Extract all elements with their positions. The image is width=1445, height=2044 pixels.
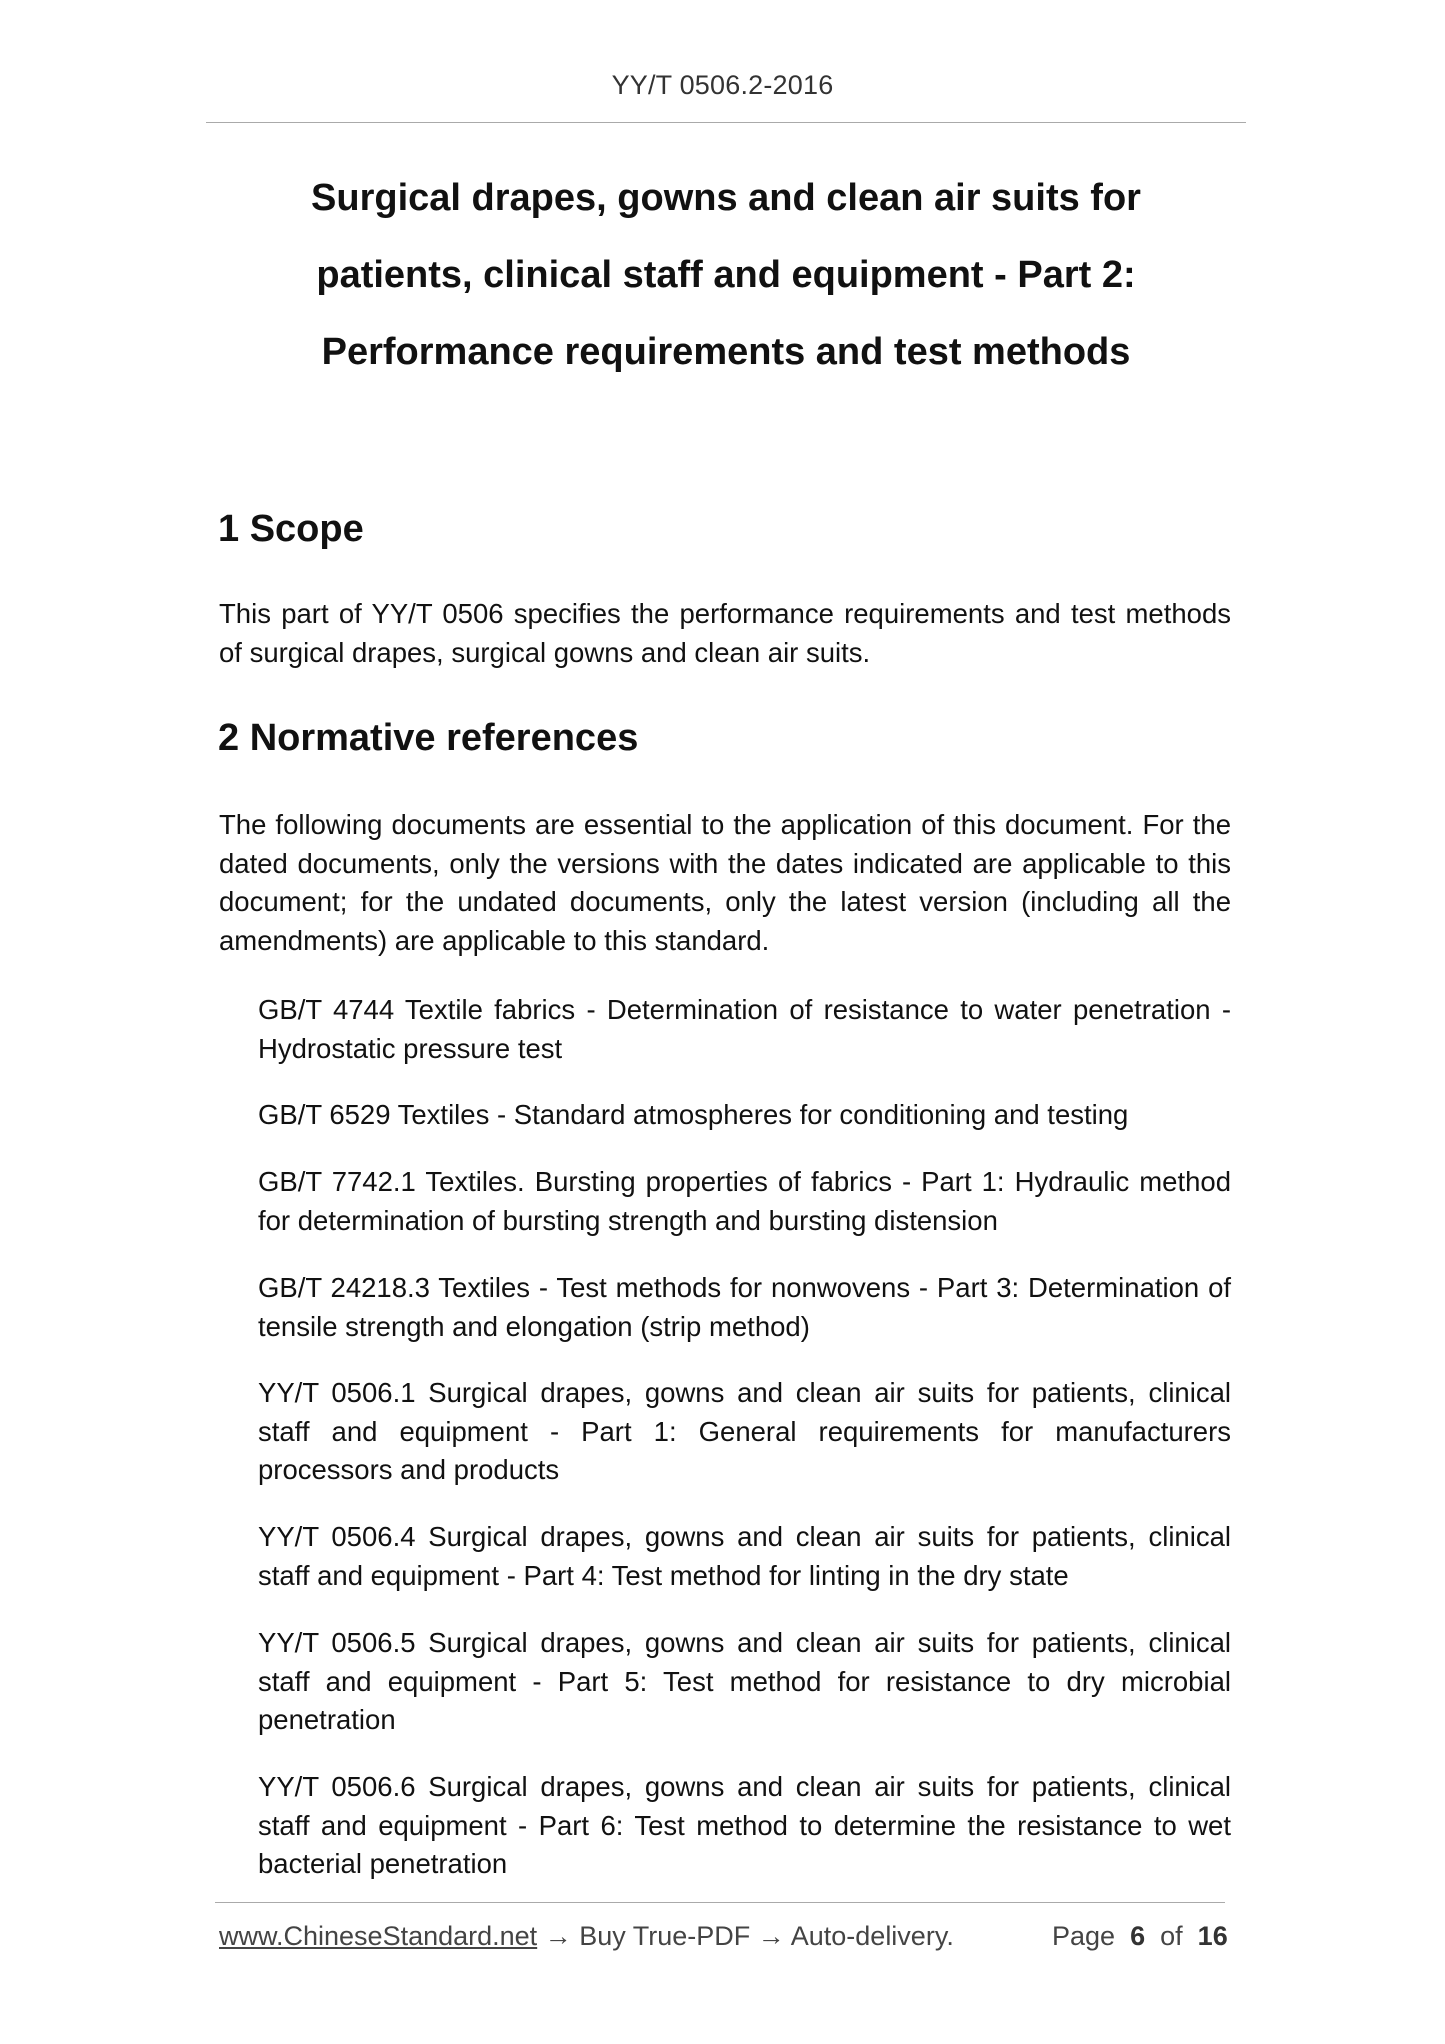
reference-item: GB/T 7742.1 Textiles. Bursting properties of fabrics - Part 1: Hydraulic method for determination of bursting strength and bursting distension bbox=[258, 1166, 1231, 1236]
of-label: of bbox=[1160, 1921, 1183, 1951]
scope-heading: 1 Scope bbox=[218, 508, 364, 550]
title-line-2: patients, clinical staff and equipment - Part 2: bbox=[316, 254, 1136, 296]
reference-item: GB/T 24218.3 Textiles - Test methods for nonwovens - Part 3: Determination of tensile strength and elongation (strip method) bbox=[258, 1272, 1231, 1342]
page-label: Page bbox=[1052, 1921, 1116, 1951]
footer-divider bbox=[215, 1902, 1225, 1903]
footer-promo bbox=[219, 1918, 954, 1954]
reference-item: YY/T 0506.4 Surgical drapes, gowns and clean air suits for patients, clinical staff and equipment - Part 4: Test method for linting in the dry state bbox=[258, 1521, 1231, 1591]
document-title bbox=[226, 160, 1226, 391]
page-indicator bbox=[1052, 1918, 1228, 1954]
footer-tagline: → Buy True-PDF → Auto-delivery. bbox=[537, 1921, 954, 1951]
reference-item: YY/T 0506.6 Surgical drapes, gowns and clean air suits for patients, clinical staff and equipment - Part 6: Test method to determine the resistance to wet bacterial penetration bbox=[258, 1771, 1231, 1879]
reference-item: GB/T 4744 Textile fabrics - Determination of resistance to water penetration - Hydrostatic pressure test bbox=[258, 994, 1231, 1064]
total-pages: 16 bbox=[1197, 1921, 1228, 1951]
normative-references-heading: 2 Normative references bbox=[218, 717, 639, 759]
current-page-number: 6 bbox=[1130, 1921, 1146, 1951]
header-divider bbox=[206, 122, 1246, 123]
title-line-3: Performance requirements and test methods bbox=[321, 331, 1131, 373]
scope-paragraph: This part of YY/T 0506 specifies the performance requirements and test methods of surgical drapes, surgical gowns and clean air suits. bbox=[219, 598, 1231, 668]
reference-item: GB/T 6529 Textiles - Standard atmospheres for conditioning and testing bbox=[258, 1099, 1129, 1130]
reference-item: YY/T 0506.5 Surgical drapes, gowns and clean air suits for patients, clinical staff and equipment - Part 5: Test method for resistance to dry microbial penetration bbox=[258, 1627, 1231, 1735]
title-line-1: Surgical drapes, gowns and clean air suits for bbox=[311, 177, 1141, 219]
chinesestandard-link[interactable]: www.ChineseStandard.net bbox=[219, 1921, 538, 1951]
document-code-header: YY/T 0506.2-2016 bbox=[611, 70, 834, 100]
reference-item: YY/T 0506.1 Surgical drapes, gowns and clean air suits for patients, clinical staff and equipment - Part 1: General requirements for manufacturers processors and products bbox=[258, 1377, 1231, 1485]
normative-references-intro: The following documents are essential to the application of this document. For the dated documents, only the versions with the dates indicated are applicable to this document; for the undated documents, only the latest version (including all the amendments) are applicable to this standard. bbox=[219, 809, 1231, 956]
